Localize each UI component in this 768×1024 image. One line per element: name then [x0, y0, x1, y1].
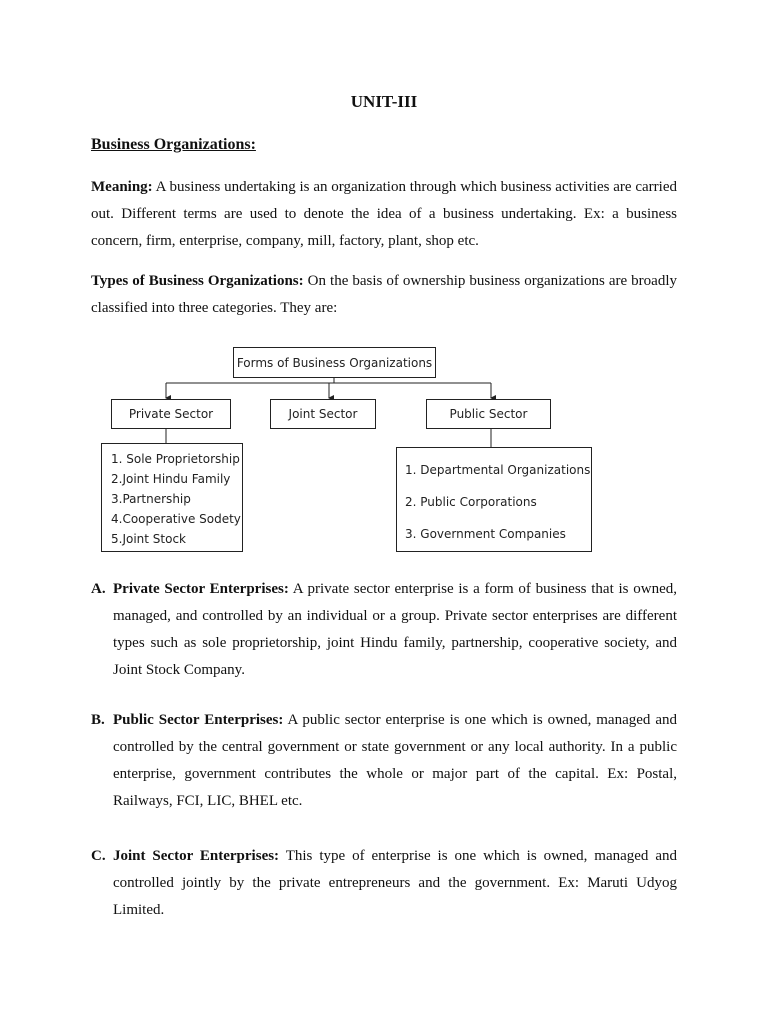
private-list-item: 5.Joint Stock	[111, 532, 186, 546]
forms-of-business-box	[233, 347, 436, 378]
joint-sector-paragraph	[113, 843, 677, 924]
section-letter-b: B.	[91, 712, 105, 728]
private-sector-label: Private Sector	[128, 407, 214, 421]
private-list-item: 4.Cooperative Sodety	[111, 512, 241, 526]
private-list-item: 1. Sole Proprietorship	[111, 452, 240, 466]
joint-sector-section	[91, 843, 677, 924]
forms-of-business-label: Forms of Business Organizations	[236, 355, 433, 370]
private-sector-paragraph	[113, 576, 677, 684]
section-letter-c: C.	[91, 848, 106, 864]
private-sector-section	[91, 576, 677, 684]
types-paragraph	[91, 268, 677, 322]
private-sector-text: A private sector enterprise is a form of business that is owned, managed, and controlled by an individual or a group. Private sector enterprises are different types such as sole proprietorship, joint Hindu family, partnership, cooperative society, and Joint Stock Company.	[113, 581, 677, 678]
meaning-paragraph	[91, 174, 677, 255]
public-sector-list	[405, 454, 591, 550]
public-list-item: 1. Departmental Organizations	[405, 463, 591, 477]
private-list-item: 3.Partnership	[111, 492, 191, 506]
public-list-item: 2. Public Corporations	[405, 495, 537, 509]
public-sector-label: Public Sector	[449, 407, 528, 421]
types-label: Types of Business Organizations:	[91, 273, 304, 289]
joint-sector-heading: Joint Sector Enterprises:	[113, 848, 280, 864]
private-sector-list	[111, 449, 242, 549]
meaning-text: A business undertaking is an organization through which business activities are carried out. Different terms are used to denote the idea of a business undertaking. Ex: a business concern, firm, enterprise, company, mill, factory, plant, shop etc.	[91, 179, 677, 249]
public-list-item: 3. Government Companies	[405, 527, 566, 541]
public-sector-text: A public sector enterprise is one which is owned, managed and controlled by the central government or state government or any local authority. In a public enterprise, government contributes the whole or major part of the capital. Ex: Postal, Railways, FCI, LIC, BHEL etc.	[113, 712, 677, 809]
unit-title: UNIT-III	[350, 92, 418, 111]
public-sector-paragraph	[113, 707, 677, 815]
types-text: On the basis of ownership business organizations are broadly classified into three categories. They are:	[91, 273, 677, 316]
private-sector-box	[111, 399, 231, 429]
private-sector-list-box	[101, 443, 243, 552]
joint-sector-text: This type of enterprise is one which is owned, managed and controlled jointly by the private entrepreneurs and the government. Ex: Maruti Udyog Limited.	[113, 848, 677, 918]
private-sector-heading: Private Sector Enterprises:	[113, 581, 289, 597]
private-list-item: 2.Joint Hindu Family	[111, 472, 231, 486]
public-sector-heading: Public Sector Enterprises:	[113, 712, 284, 728]
public-sector-list-box	[396, 447, 592, 552]
joint-sector-box	[270, 399, 376, 429]
section-letter-a: A.	[91, 581, 106, 597]
joint-sector-label: Joint Sector	[288, 407, 358, 421]
public-sector-box	[426, 399, 551, 429]
meaning-label: Meaning:	[91, 179, 153, 195]
public-sector-section	[91, 707, 677, 815]
section-heading: Business Organizations:	[91, 136, 256, 153]
